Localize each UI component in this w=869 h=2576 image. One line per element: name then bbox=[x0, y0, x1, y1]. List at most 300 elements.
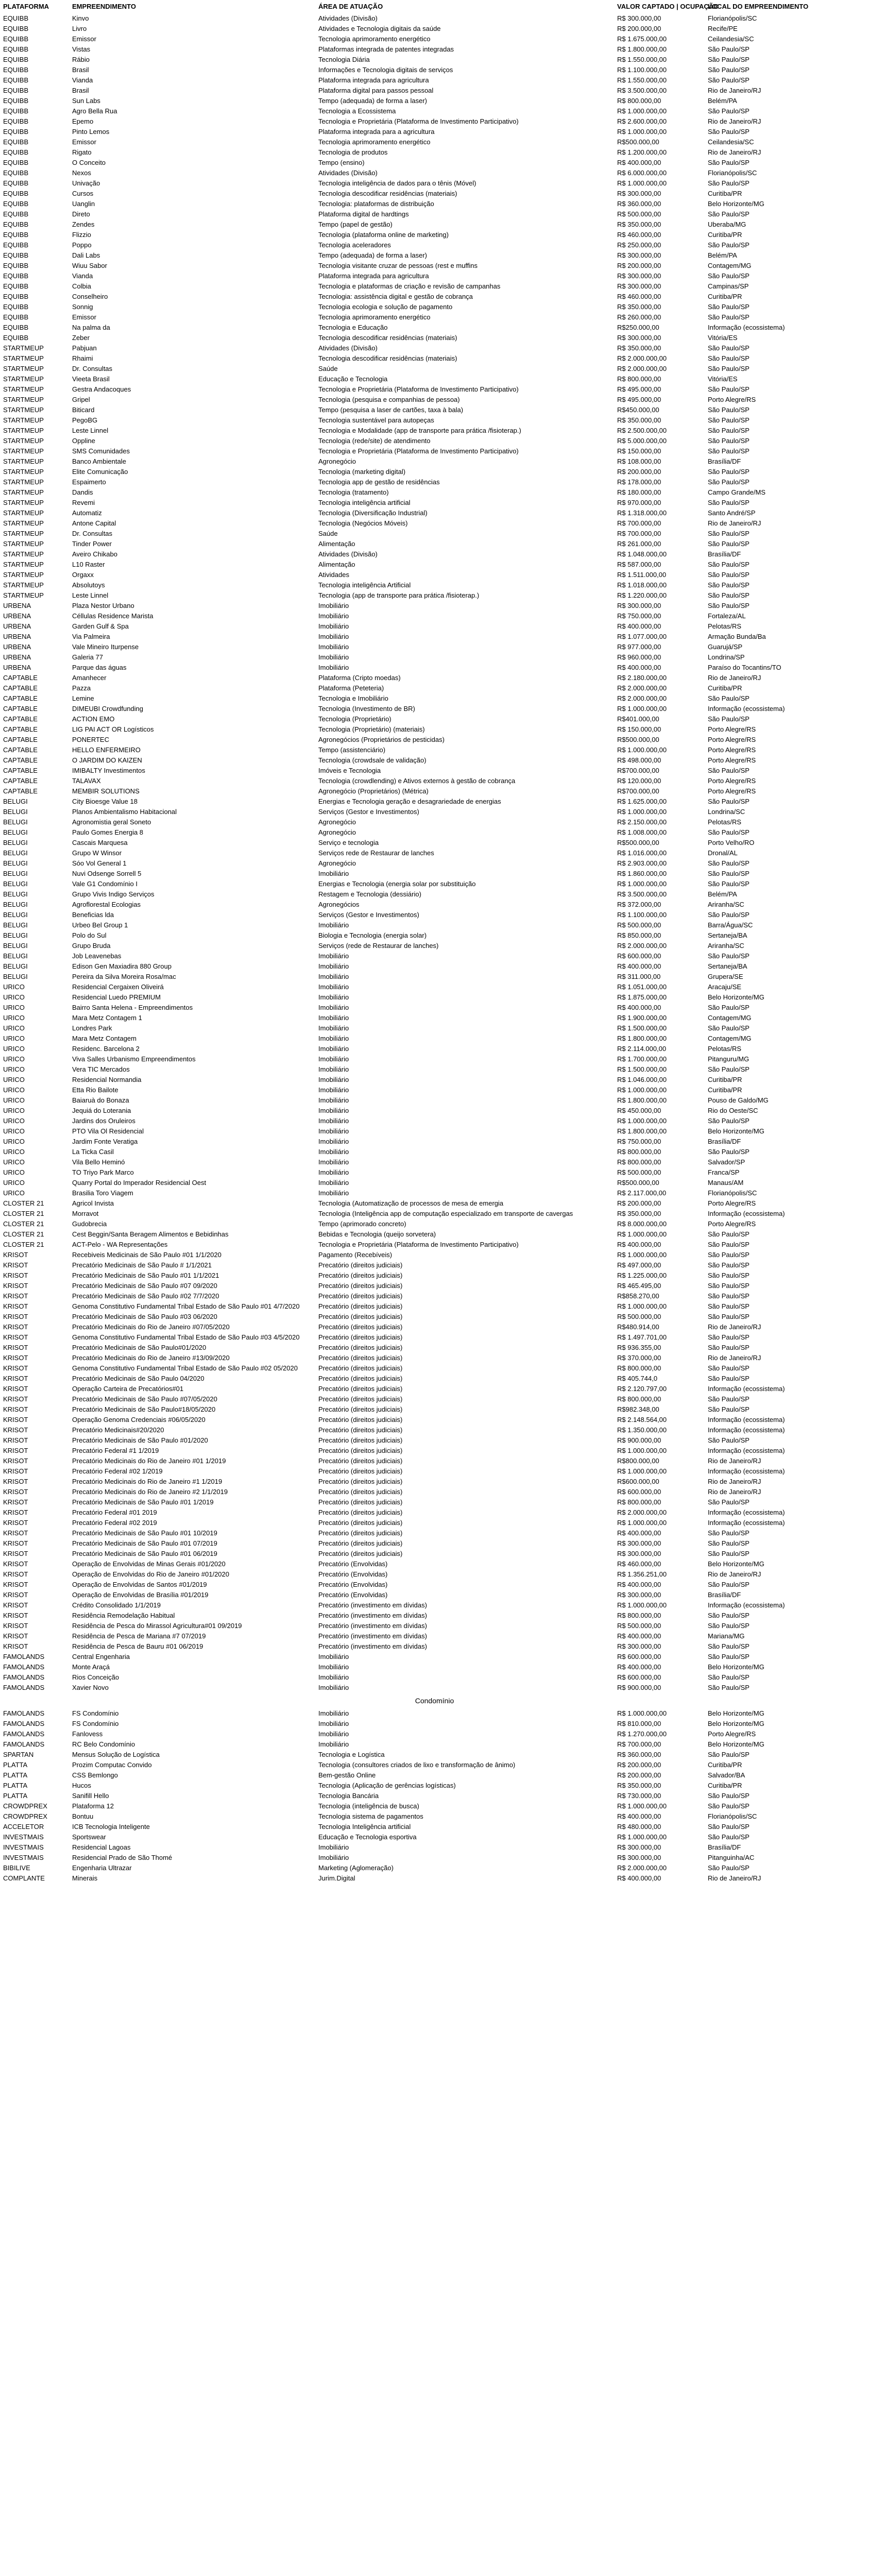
cell-valor: R$ 465.495,00 bbox=[617, 1282, 661, 1290]
cell-plataforma: STARTMEUP bbox=[3, 447, 44, 455]
cell-empreendimento: Operação de Envolvidas do Rio de Janeiro #01/2020 bbox=[72, 1570, 229, 1578]
cell-empreendimento: Operação de Envolvidas de Brasília #01/2019 bbox=[72, 1591, 209, 1599]
cell-area: Tecnologia visitante cruzar de pessoas (rest e muffins bbox=[318, 262, 478, 269]
cell-empreendimento: Sanifill Hello bbox=[72, 1792, 109, 1800]
cell-empreendimento: PONERTEC bbox=[72, 736, 109, 743]
cell-local: São Paulo/SP bbox=[708, 602, 749, 609]
cell-local: São Paulo/SP bbox=[708, 437, 749, 445]
cell-area: Tecnologia descodificar residências (materiais) bbox=[318, 354, 457, 362]
table-row bbox=[0, 1209, 869, 1219]
cell-area: Plataforma integrada para agricultura bbox=[318, 272, 429, 280]
cell-valor: R$ 497.000,00 bbox=[617, 1261, 661, 1269]
cell-area: Tecnologia (Diversificação Industrial) bbox=[318, 509, 428, 517]
cell-empreendimento: Pinto Lemos bbox=[72, 128, 110, 135]
cell-valor: R$500.000,00 bbox=[617, 839, 659, 846]
cell-valor: R$ 500.000,00 bbox=[617, 1622, 661, 1630]
cell-area: Precatório (direitos judiciais) bbox=[318, 1364, 403, 1372]
table-row bbox=[0, 580, 869, 590]
cell-valor: R$450.000,00 bbox=[617, 406, 659, 414]
cell-empreendimento: Sportswear bbox=[72, 1833, 106, 1841]
cell-area: Tecnologia (Aplicação de gerências logísticas) bbox=[318, 1782, 456, 1789]
table-row bbox=[0, 1528, 869, 1538]
cell-area: Precatório (direitos judiciais) bbox=[318, 1539, 403, 1547]
cell-plataforma: URICO bbox=[3, 1107, 25, 1114]
cell-area: Plataforma (Cripto moedas) bbox=[318, 674, 401, 682]
cell-plataforma: URICO bbox=[3, 1086, 25, 1094]
cell-local: São Paulo/SP bbox=[708, 179, 749, 187]
cell-valor: R$ 2.000.000,00 bbox=[617, 365, 667, 372]
cell-local: Belo Horizonte/MG bbox=[708, 1720, 764, 1727]
cell-empreendimento: Prozim Computac Convido bbox=[72, 1761, 152, 1769]
cell-plataforma: URICO bbox=[3, 1189, 25, 1197]
cell-empreendimento: Precatório Medicinais de São Paulo #01 10/2019 bbox=[72, 1529, 217, 1537]
table-row bbox=[0, 487, 869, 498]
cell-empreendimento: TALAVAX bbox=[72, 777, 101, 785]
table-row bbox=[0, 1466, 869, 1477]
cell-empreendimento: Precatório Medicinais de São Paulo #01 06/2019 bbox=[72, 1550, 217, 1557]
cell-empreendimento: Residencial Luedo PREMIUM bbox=[72, 993, 161, 1001]
cell-empreendimento: Precatório Federal #1 1/2019 bbox=[72, 1447, 159, 1454]
cell-area: Imobiliário bbox=[318, 1720, 349, 1727]
cell-plataforma: URICO bbox=[3, 1065, 25, 1073]
cell-empreendimento: Agronomistia geral Soneto bbox=[72, 818, 151, 826]
cell-valor: R$ 1.497.701,00 bbox=[617, 1333, 667, 1341]
cell-valor: R$ 1.860.000,00 bbox=[617, 870, 667, 877]
cell-area: Tecnologia aceleradores bbox=[318, 241, 391, 249]
table-row bbox=[0, 1270, 869, 1281]
table-row bbox=[0, 24, 869, 34]
cell-local: São Paulo/SP bbox=[708, 1302, 749, 1310]
cell-empreendimento: Precatório Medicinais do Rio de Janeiro #13/09/2020 bbox=[72, 1354, 230, 1362]
cell-plataforma: BELUGI bbox=[3, 828, 28, 836]
table-row bbox=[0, 1621, 869, 1631]
table-row bbox=[0, 65, 869, 75]
table-row bbox=[0, 1683, 869, 1693]
cell-valor: R$ 300.000,00 bbox=[617, 251, 661, 259]
cell-empreendimento: TO Triyo Park Marco bbox=[72, 1168, 134, 1176]
cell-area: Imóveis e Tecnologia bbox=[318, 767, 381, 774]
cell-empreendimento: Engenharia Ultrazar bbox=[72, 1864, 132, 1872]
table-row bbox=[0, 178, 869, 189]
cell-area: Tecnologia e Educação bbox=[318, 324, 388, 331]
cell-area: Imobiliário bbox=[318, 1096, 349, 1104]
cell-area: Tecnologia descodificar residências (materiais) bbox=[318, 190, 457, 197]
cell-plataforma: FAMOLANDS bbox=[3, 1684, 45, 1691]
cell-empreendimento: Genoma Constitutivo Fundamental Tribal Estado de São Paulo #03 4/5/2020 bbox=[72, 1333, 300, 1341]
cell-area: Precatório (direitos judiciais) bbox=[318, 1333, 403, 1341]
table-row bbox=[0, 1425, 869, 1435]
cell-empreendimento: Flizzio bbox=[72, 231, 91, 239]
cell-empreendimento: Jardim Fonte Veratiga bbox=[72, 1138, 138, 1145]
cell-plataforma: KRISOT bbox=[3, 1436, 28, 1444]
cell-valor: R$ 1.000.000,00 bbox=[617, 1251, 667, 1259]
cell-plataforma: KRISOT bbox=[3, 1467, 28, 1475]
cell-valor: R$480.914,00 bbox=[617, 1323, 659, 1331]
cell-area: Precatório (direitos judiciais) bbox=[318, 1405, 403, 1413]
cell-empreendimento: Direto bbox=[72, 210, 90, 218]
cell-empreendimento: Agro Bella Rua bbox=[72, 107, 117, 115]
cell-plataforma: EQUIBB bbox=[3, 56, 29, 63]
cell-plataforma: STARTMEUP bbox=[3, 530, 44, 537]
cell-local: São Paulo/SP bbox=[708, 1792, 749, 1800]
cell-empreendimento: Emissor bbox=[72, 313, 96, 321]
cell-local: São Paulo/SP bbox=[708, 1148, 749, 1156]
cell-valor: R$ 460.000,00 bbox=[617, 293, 661, 300]
cell-valor: R$ 8.000.000,00 bbox=[617, 1220, 667, 1228]
cell-valor: R$ 2.000.000,00 bbox=[617, 694, 667, 702]
cell-area: Imobiliário bbox=[318, 1117, 349, 1125]
cell-local: São Paulo/SP bbox=[708, 1833, 749, 1841]
cell-empreendimento: Rigato bbox=[72, 148, 92, 156]
cell-valor: R$ 800.000,00 bbox=[617, 1158, 661, 1166]
cell-valor: R$ 200.000,00 bbox=[617, 262, 661, 269]
table-row bbox=[0, 1631, 869, 1641]
cell-area: Precatório (direitos judiciais) bbox=[318, 1447, 403, 1454]
cell-plataforma: EQUIBB bbox=[3, 25, 29, 32]
cell-plataforma: BELUGI bbox=[3, 890, 28, 898]
cell-area: Imobiliário bbox=[318, 633, 349, 640]
cell-local: Belo Horizonte/MG bbox=[708, 200, 764, 208]
table-row bbox=[0, 838, 869, 848]
cell-empreendimento: Recebiveis Medicinais de São Paulo #01 1/1/2020 bbox=[72, 1251, 221, 1259]
cell-valor: R$ 1.350.000,00 bbox=[617, 1426, 667, 1434]
cell-area: Precatório (direitos judiciais) bbox=[318, 1519, 403, 1527]
cell-local: São Paulo/SP bbox=[708, 499, 749, 506]
cell-valor: R$ 1.000.000,00 bbox=[617, 1230, 667, 1238]
cell-valor: R$ 1.000.000,00 bbox=[617, 1467, 667, 1475]
cell-local: Florianópolis/SC bbox=[708, 169, 757, 177]
cell-local: Rio de Janeiro/RJ bbox=[708, 1874, 761, 1882]
table-row bbox=[0, 199, 869, 209]
cell-valor: R$ 600.000,00 bbox=[617, 952, 661, 960]
cell-empreendimento: Morravot bbox=[72, 1210, 99, 1217]
cell-valor: R$ 800.000,00 bbox=[617, 1498, 661, 1506]
cell-empreendimento: O JARDIM DO KAIZEN bbox=[72, 756, 142, 764]
cell-empreendimento: Gripel bbox=[72, 396, 90, 403]
cell-local: Curitiba/PR bbox=[708, 1782, 742, 1789]
table-row bbox=[0, 1549, 869, 1559]
cell-area: Agronegócio (Proprietários) (Métrica) bbox=[318, 787, 429, 795]
table-row bbox=[0, 1832, 869, 1842]
cell-local: São Paulo/SP bbox=[708, 66, 749, 74]
table-row bbox=[0, 34, 869, 44]
cell-valor: R$ 350.000,00 bbox=[617, 344, 661, 352]
cell-empreendimento: Precatório Medicinais de São Paulo #07 09/2020 bbox=[72, 1282, 217, 1290]
cell-empreendimento: RC Belo Condomínio bbox=[72, 1740, 135, 1748]
table-row bbox=[0, 1842, 869, 1853]
cell-plataforma: EQUIBB bbox=[3, 221, 29, 228]
cell-area: Precatório (Envolvidas) bbox=[318, 1560, 388, 1568]
cell-valor: R$ 1.100.000,00 bbox=[617, 911, 667, 919]
cell-local: São Paulo/SP bbox=[708, 1622, 749, 1630]
cell-plataforma: SPARTAN bbox=[3, 1751, 34, 1758]
cell-local: Curitiba/PR bbox=[708, 684, 742, 692]
cell-area: Tecnologia (Automatização de processos de mesa de emergia bbox=[318, 1199, 504, 1207]
cell-empreendimento: Operação Genoma Credenciais #06/05/2020 bbox=[72, 1416, 206, 1423]
cell-plataforma: BELUGI bbox=[3, 808, 28, 816]
cell-plataforma: STARTMEUP bbox=[3, 385, 44, 393]
cell-plataforma: KRISOT bbox=[3, 1323, 28, 1331]
table-row bbox=[0, 611, 869, 621]
table-row bbox=[0, 1590, 869, 1600]
cell-local: Vitória/ES bbox=[708, 375, 738, 383]
table-row bbox=[0, 755, 869, 766]
cell-valor: R$ 700.000,00 bbox=[617, 519, 661, 527]
cell-area: Precatório (Envolvidas) bbox=[318, 1581, 388, 1588]
cell-valor: R$ 300.000,00 bbox=[617, 334, 661, 342]
cell-area: Tecnologia (consultores criados de lixo e transformação de ânimo) bbox=[318, 1761, 516, 1769]
cell-plataforma: EQUIBB bbox=[3, 128, 29, 135]
cell-valor: R$ 1.700.000,00 bbox=[617, 1055, 667, 1063]
table-row bbox=[0, 1611, 869, 1621]
table-row bbox=[0, 1301, 869, 1312]
cell-local: Rio de Janeiro/RJ bbox=[708, 1488, 761, 1496]
cell-local: Rio de Janeiro/RJ bbox=[708, 1354, 761, 1362]
cell-valor: R$ 2.150.000,00 bbox=[617, 818, 667, 826]
cell-area: Tempo (papel de gestão) bbox=[318, 221, 393, 228]
table-row bbox=[0, 786, 869, 796]
table-row bbox=[0, 745, 869, 755]
table-row bbox=[0, 1394, 869, 1404]
cell-local: Grupera/SE bbox=[708, 973, 743, 980]
cell-plataforma: KRISOT bbox=[3, 1478, 28, 1485]
cell-valor: R$ 1.318.000,00 bbox=[617, 509, 667, 517]
cell-area: Alimentação bbox=[318, 561, 355, 568]
cell-plataforma: STARTMEUP bbox=[3, 365, 44, 372]
cell-valor: R$ 250.000,00 bbox=[617, 241, 661, 249]
cell-area: Tempo (adequada) de forma a laser) bbox=[318, 97, 428, 105]
cell-local: São Paulo/SP bbox=[708, 447, 749, 455]
table-row bbox=[0, 1873, 869, 1884]
table-row bbox=[0, 704, 869, 714]
cell-valor: R$ 500.000,00 bbox=[617, 921, 661, 929]
table-row bbox=[0, 817, 869, 827]
cell-area: Tecnologia (Proprietário) bbox=[318, 715, 391, 723]
cell-plataforma: STARTMEUP bbox=[3, 509, 44, 517]
cell-local: Porto Alegre/RS bbox=[708, 756, 756, 764]
table-row bbox=[0, 1811, 869, 1822]
cell-local: São Paulo/SP bbox=[708, 1333, 749, 1341]
cell-area: Precatório (Envolvidas) bbox=[318, 1591, 388, 1599]
cell-empreendimento: Job Leavenebas bbox=[72, 952, 122, 960]
table-row bbox=[0, 209, 869, 219]
cell-plataforma: STARTMEUP bbox=[3, 519, 44, 527]
cell-area: Agronegócio bbox=[318, 859, 356, 867]
cell-local: São Paulo/SP bbox=[708, 344, 749, 352]
cell-local: Belém/PA bbox=[708, 890, 737, 898]
table-row bbox=[0, 240, 869, 250]
table-row bbox=[0, 560, 869, 570]
cell-valor: R$ 300.000,00 bbox=[617, 14, 661, 22]
cell-local: São Paulo/SP bbox=[708, 303, 749, 311]
cell-area: Tecnologia (Inteligência app de computação especializado em transporte de cavergas bbox=[318, 1210, 573, 1217]
cell-plataforma: URICO bbox=[3, 1024, 25, 1032]
cell-area: Precatório (direitos judiciais) bbox=[318, 1272, 403, 1279]
header-valor: VALOR CAPTADO bbox=[617, 3, 675, 10]
cell-empreendimento: Espaimerto bbox=[72, 478, 106, 486]
cell-local: São Paulo/SP bbox=[708, 798, 749, 805]
cell-plataforma: BELUGI bbox=[3, 911, 28, 919]
cell-plataforma: EQUIBB bbox=[3, 159, 29, 166]
cell-local: Informação (ecossistema) bbox=[708, 705, 785, 713]
cell-valor: R$ 2.000.000,00 bbox=[617, 1864, 667, 1872]
table-row bbox=[0, 405, 869, 415]
cell-valor: R$ 1.675.000,00 bbox=[617, 35, 667, 43]
cell-area: Imobiliário bbox=[318, 1076, 349, 1083]
cell-valor: R$ 1.500.000,00 bbox=[617, 1024, 667, 1032]
cell-plataforma: EQUIBB bbox=[3, 241, 29, 249]
table-row bbox=[0, 683, 869, 693]
cell-plataforma: CAPTABLE bbox=[3, 674, 38, 682]
table-row bbox=[0, 281, 869, 292]
table-row bbox=[0, 1580, 869, 1590]
table-row bbox=[0, 189, 869, 199]
cell-area: Precatório (direitos judiciais) bbox=[318, 1426, 403, 1434]
table-row bbox=[0, 621, 869, 632]
cell-valor: R$ 1.225.000,00 bbox=[617, 1272, 667, 1279]
table-row bbox=[0, 261, 869, 271]
cell-local: Mariana/MG bbox=[708, 1632, 745, 1640]
cell-area: Tecnologia Bancária bbox=[318, 1792, 379, 1800]
cell-local: Fortaleza/AL bbox=[708, 612, 746, 620]
cell-valor: R$ 936.355,00 bbox=[617, 1344, 661, 1351]
cell-empreendimento: MEMBIR SOLUTIONS bbox=[72, 787, 140, 795]
cell-area: Precatório (investimento em dívidas) bbox=[318, 1622, 427, 1630]
cell-area: Plataforma (Peteteria) bbox=[318, 684, 384, 692]
cell-area: Serviços (Gestor e Investimentos) bbox=[318, 808, 419, 816]
cell-valor: R$ 400.000,00 bbox=[617, 962, 661, 970]
cell-plataforma: STARTMEUP bbox=[3, 540, 44, 548]
cell-local: São Paulo/SP bbox=[708, 1065, 749, 1073]
cell-area: Informações e Tecnologia digitais de serviços bbox=[318, 66, 453, 74]
cell-valor: R$ 1.000.000,00 bbox=[617, 1519, 667, 1527]
cell-area: Precatório (investimento em dívidas) bbox=[318, 1632, 427, 1640]
cell-local: Rio do Oeste/SC bbox=[708, 1107, 758, 1114]
cell-local: São Paulo/SP bbox=[708, 1024, 749, 1032]
header-empreendimento: EMPREENDIMENTO bbox=[72, 3, 136, 10]
cell-empreendimento: Precatório Federal #02 2019 bbox=[72, 1519, 157, 1527]
cell-empreendimento: Kinvo bbox=[72, 14, 89, 22]
cell-empreendimento: Rábio bbox=[72, 56, 90, 63]
table-row bbox=[0, 1106, 869, 1116]
cell-plataforma: PLATTA bbox=[3, 1792, 28, 1800]
table-row bbox=[0, 549, 869, 560]
table-row bbox=[0, 1781, 869, 1791]
cell-plataforma: FAMOLANDS bbox=[3, 1663, 45, 1671]
cell-plataforma: STARTMEUP bbox=[3, 571, 44, 579]
table-row bbox=[0, 1167, 869, 1178]
cell-local: Salvador/SP bbox=[708, 1158, 745, 1166]
table-row bbox=[0, 436, 869, 446]
cell-area: Imobiliário bbox=[318, 870, 349, 877]
cell-empreendimento: Etta Rio Bailote bbox=[72, 1086, 118, 1094]
cell-valor: R$ 311.000,00 bbox=[617, 973, 661, 980]
cell-local: Ceilandesia/SC bbox=[708, 35, 754, 43]
cell-local: Curitiba/PR bbox=[708, 293, 742, 300]
cell-empreendimento: Poppo bbox=[72, 241, 92, 249]
cell-empreendimento: Dandis bbox=[72, 488, 93, 496]
cell-valor: R$ 200.000,00 bbox=[617, 1199, 661, 1207]
cell-plataforma: CAPTABLE bbox=[3, 694, 38, 702]
cell-local: Informação (ecossistema) bbox=[708, 1601, 785, 1609]
cell-valor: R$ 900.000,00 bbox=[617, 1684, 661, 1691]
cell-local: Porto Alegre/RS bbox=[708, 1220, 756, 1228]
cell-valor: R$858.270,00 bbox=[617, 1292, 659, 1300]
cell-valor: R$ 400.000,00 bbox=[617, 1874, 661, 1882]
cell-empreendimento: O Conceito bbox=[72, 159, 106, 166]
cell-empreendimento: Zendes bbox=[72, 221, 95, 228]
cell-valor: R$ 300.000,00 bbox=[617, 1591, 661, 1599]
cell-empreendimento: Residenc. Barcelona 2 bbox=[72, 1045, 140, 1053]
cell-empreendimento: Agricol Invista bbox=[72, 1199, 114, 1207]
cell-plataforma: KRISOT bbox=[3, 1385, 28, 1393]
cell-area: Agronegócio bbox=[318, 457, 356, 465]
cell-empreendimento: LIG PAI ACT OR Logísticos bbox=[72, 725, 154, 733]
cell-plataforma: KRISOT bbox=[3, 1550, 28, 1557]
cell-empreendimento: Precatório Medicinais de São Paulo 04/2020 bbox=[72, 1375, 205, 1382]
table-row bbox=[0, 1760, 869, 1770]
cell-empreendimento: Bontuu bbox=[72, 1812, 94, 1820]
cell-plataforma: STARTMEUP bbox=[3, 375, 44, 383]
table-row bbox=[0, 477, 869, 487]
cell-area: Tecnologia a Ecossistema bbox=[318, 107, 396, 115]
cell-plataforma: FAMOLANDS bbox=[3, 1730, 45, 1738]
cell-valor: R$ 495.000,00 bbox=[617, 396, 661, 403]
cell-valor: R$ 1.018.000,00 bbox=[617, 581, 667, 589]
cell-local: Florianópolis/SC bbox=[708, 1812, 757, 1820]
cell-area: Biologia e Tecnologia (energia solar) bbox=[318, 931, 427, 939]
cell-valor: R$ 1.000.000,00 bbox=[617, 1601, 667, 1609]
cell-plataforma: URICO bbox=[3, 1055, 25, 1063]
cell-empreendimento: Precatório Medicinais de São Paulo #01/2020 bbox=[72, 1436, 208, 1444]
cell-local: São Paulo/SP bbox=[708, 313, 749, 321]
cell-valor: R$ 1.220.000,00 bbox=[617, 591, 667, 599]
cell-plataforma: URBENA bbox=[3, 602, 31, 609]
table-row bbox=[0, 1095, 869, 1106]
cell-valor: R$ 360.000,00 bbox=[617, 1751, 661, 1758]
table-row bbox=[0, 353, 869, 364]
cell-local: São Paulo/SP bbox=[708, 1684, 749, 1691]
cell-empreendimento: Operação Carteira de Precatórios#01 bbox=[72, 1385, 184, 1393]
cell-valor: R$ 1.550.000,00 bbox=[617, 76, 667, 84]
cell-plataforma: EQUIBB bbox=[3, 293, 29, 300]
cell-local: Belo Horizonte/MG bbox=[708, 1127, 764, 1135]
table-row bbox=[0, 900, 869, 910]
cell-area: Atividades (Divisão) bbox=[318, 344, 378, 352]
cell-empreendimento: L10 Raster bbox=[72, 561, 105, 568]
cell-plataforma: KRISOT bbox=[3, 1560, 28, 1568]
table-row bbox=[0, 1600, 869, 1611]
cell-valor: R$ 1.077.000,00 bbox=[617, 633, 667, 640]
cell-valor: R$ 360.000,00 bbox=[617, 200, 661, 208]
cell-area: Precatório (direitos judiciais) bbox=[318, 1292, 403, 1300]
cell-plataforma: CLOSTER 21 bbox=[3, 1210, 44, 1217]
cell-area: Precatório (direitos judiciais) bbox=[318, 1375, 403, 1382]
cell-plataforma: CAPTABLE bbox=[3, 787, 38, 795]
cell-empreendimento: HELLO ENFERMEIRO bbox=[72, 746, 141, 754]
cell-area: Precatório (direitos judiciais) bbox=[318, 1550, 403, 1557]
table-row bbox=[0, 570, 869, 580]
cell-local: Informação (ecossistema) bbox=[708, 1210, 785, 1217]
cell-empreendimento: Vale G1 Condomínio I bbox=[72, 880, 138, 888]
cell-local: São Paulo/SP bbox=[708, 694, 749, 702]
cell-local: Informação (ecossistema) bbox=[708, 1426, 785, 1434]
cell-local: Informação (ecossistema) bbox=[708, 1447, 785, 1454]
cell-plataforma: ACCELETOR bbox=[3, 1823, 44, 1831]
cell-plataforma: KRISOT bbox=[3, 1519, 28, 1527]
cell-local: São Paulo/SP bbox=[708, 354, 749, 362]
cell-local: Belo Horizonte/MG bbox=[708, 1560, 764, 1568]
